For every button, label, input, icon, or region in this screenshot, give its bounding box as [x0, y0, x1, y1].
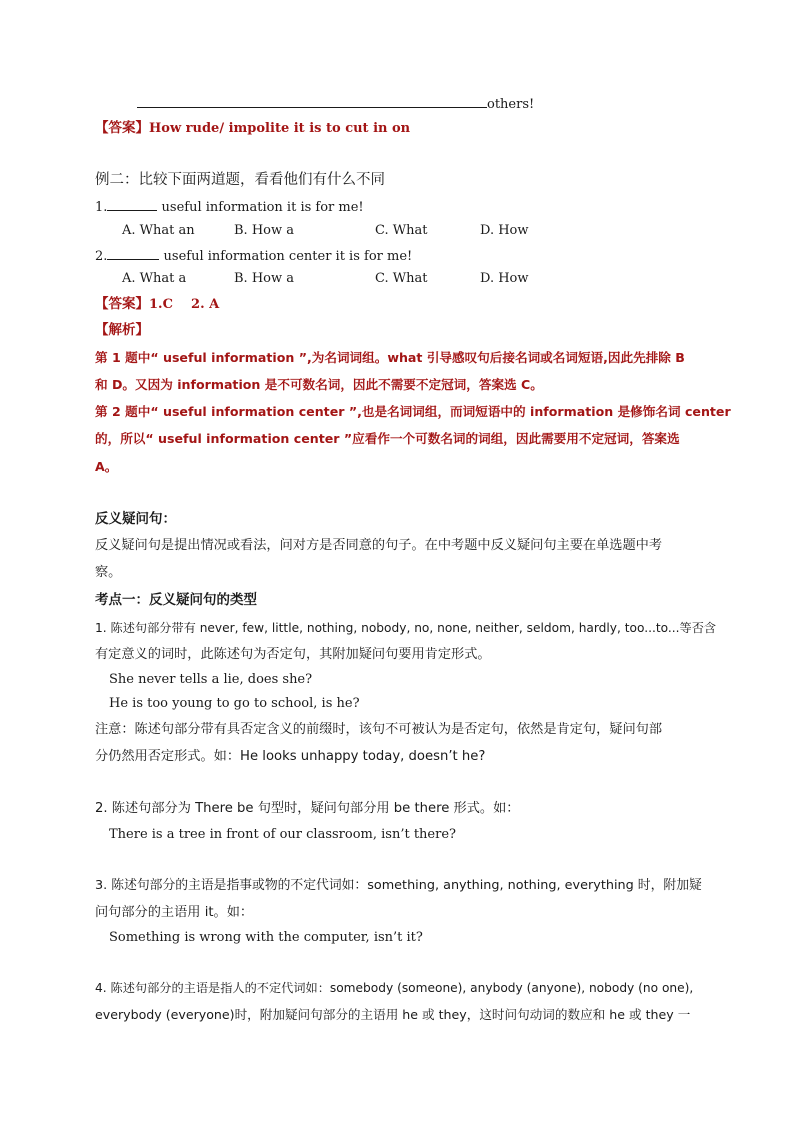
option-b: B. How a — [234, 271, 294, 286]
answer-label: 【答案】 — [95, 296, 149, 312]
option-d: D. How — [480, 271, 529, 286]
answer-line — [95, 295, 219, 314]
question-blank — [107, 246, 159, 260]
intro-line: 察。 — [95, 565, 122, 580]
option-a: A. What a — [122, 271, 187, 286]
answer-line — [95, 119, 410, 138]
rule-1-line: 有定意义的词时，此陈述句为否定句，其附加疑问句要用肯定形式。 — [95, 647, 491, 662]
question-blank — [107, 197, 157, 211]
option-c: C. What — [375, 271, 428, 286]
point-title: 考点一：反义疑问句的类型 — [95, 592, 257, 608]
example-heading: 例二：比较下面两道题，看看他们有什么不同 — [95, 172, 385, 188]
option-b: B. How a — [234, 223, 294, 238]
example-sentence: She never tells a lie, does she? — [109, 672, 313, 687]
analysis-line: 和 D。又因为 information 是不可数名词，因此不需要不定冠词，答案选 C。 — [95, 377, 543, 392]
analysis-label: 【解析】 — [95, 322, 149, 338]
answer-text: How rude/ impolite it is to cut in on — [149, 121, 411, 136]
sentence-tail: others! — [487, 97, 535, 112]
answer-blank — [137, 94, 487, 108]
question-number: 1. — [95, 200, 108, 215]
rule-4-line: everybody (everyone)时，附加疑问句部分的主语用 he 或 they，这时问句动词的数应和 he 或 they 一 — [95, 1007, 691, 1022]
rule-2-line: 2. 陈述句部分为 There be 句型时，疑问句部分用 be there 形式。如： — [95, 801, 520, 816]
note-line: 分仍然用否定形式。如：He looks unhappy today, doesn’t he? — [95, 749, 486, 764]
question-number: 2. — [95, 249, 108, 264]
analysis-line: 第 1 题中“ useful information ”,为名词词组。what 引导感叹句后接名词或名词短语,因此先排除 B — [95, 350, 685, 365]
rule-1-line: 1. 陈述句部分带有 never, few, little, nothing, nobody, no, none, neither, seldom, hardly, too...to...等否含 — [95, 621, 717, 635]
example-sentence: There is a tree in front of our classroom, isn’t there? — [109, 827, 456, 842]
option-d: D. How — [480, 223, 529, 238]
example-sentence: He is too young to go to school, is he? — [109, 696, 360, 711]
question-text: useful information center it is for me! — [163, 249, 413, 264]
option-c: C. What — [375, 223, 428, 238]
answer-label: 【答案】 — [95, 120, 149, 136]
rule-4-line: 4. 陈述句部分的主语是指人的不定代词如：somebody (someone), anybody (anyone), nobody (no one), — [95, 981, 694, 995]
rule-3-line: 3. 陈述句部分的主语是指事或物的不定代词如：something, anything, nothing, everything 时，附加疑 — [95, 878, 702, 893]
question-text: useful information it is for me! — [161, 200, 364, 215]
analysis-line: 第 2 题中“ useful information center ”,也是名词词组，而词短语中的 information 是修饰名词 center — [95, 404, 731, 419]
rule-3-line: 问句部分的主语用 it。如： — [95, 905, 254, 920]
fill-blank-line — [137, 94, 534, 114]
option-a: A. What an — [122, 223, 195, 238]
intro-line: 反义疑问句是提出情况或看法，问对方是否同意的句子。在中考题中反义疑问句主要在单选题中考 — [95, 538, 663, 553]
question-1 — [95, 197, 364, 217]
analysis-line: A。 — [95, 459, 118, 474]
answer-text: 1.C 2. A — [149, 297, 220, 312]
analysis-line: 的，所以“ useful information center ”应看作一个可数名词的词组，因此需要用不定冠词，答案选 — [95, 431, 680, 446]
section-title: 反义疑问句： — [95, 511, 176, 527]
question-2 — [95, 246, 412, 266]
note-line: 注意：陈述句部分带有具否定含义的前缀时，该句不可被认为是否定句，依然是肯定句，疑问句部 — [95, 722, 663, 737]
example-sentence: Something is wrong with the computer, isn’t it? — [109, 930, 423, 945]
